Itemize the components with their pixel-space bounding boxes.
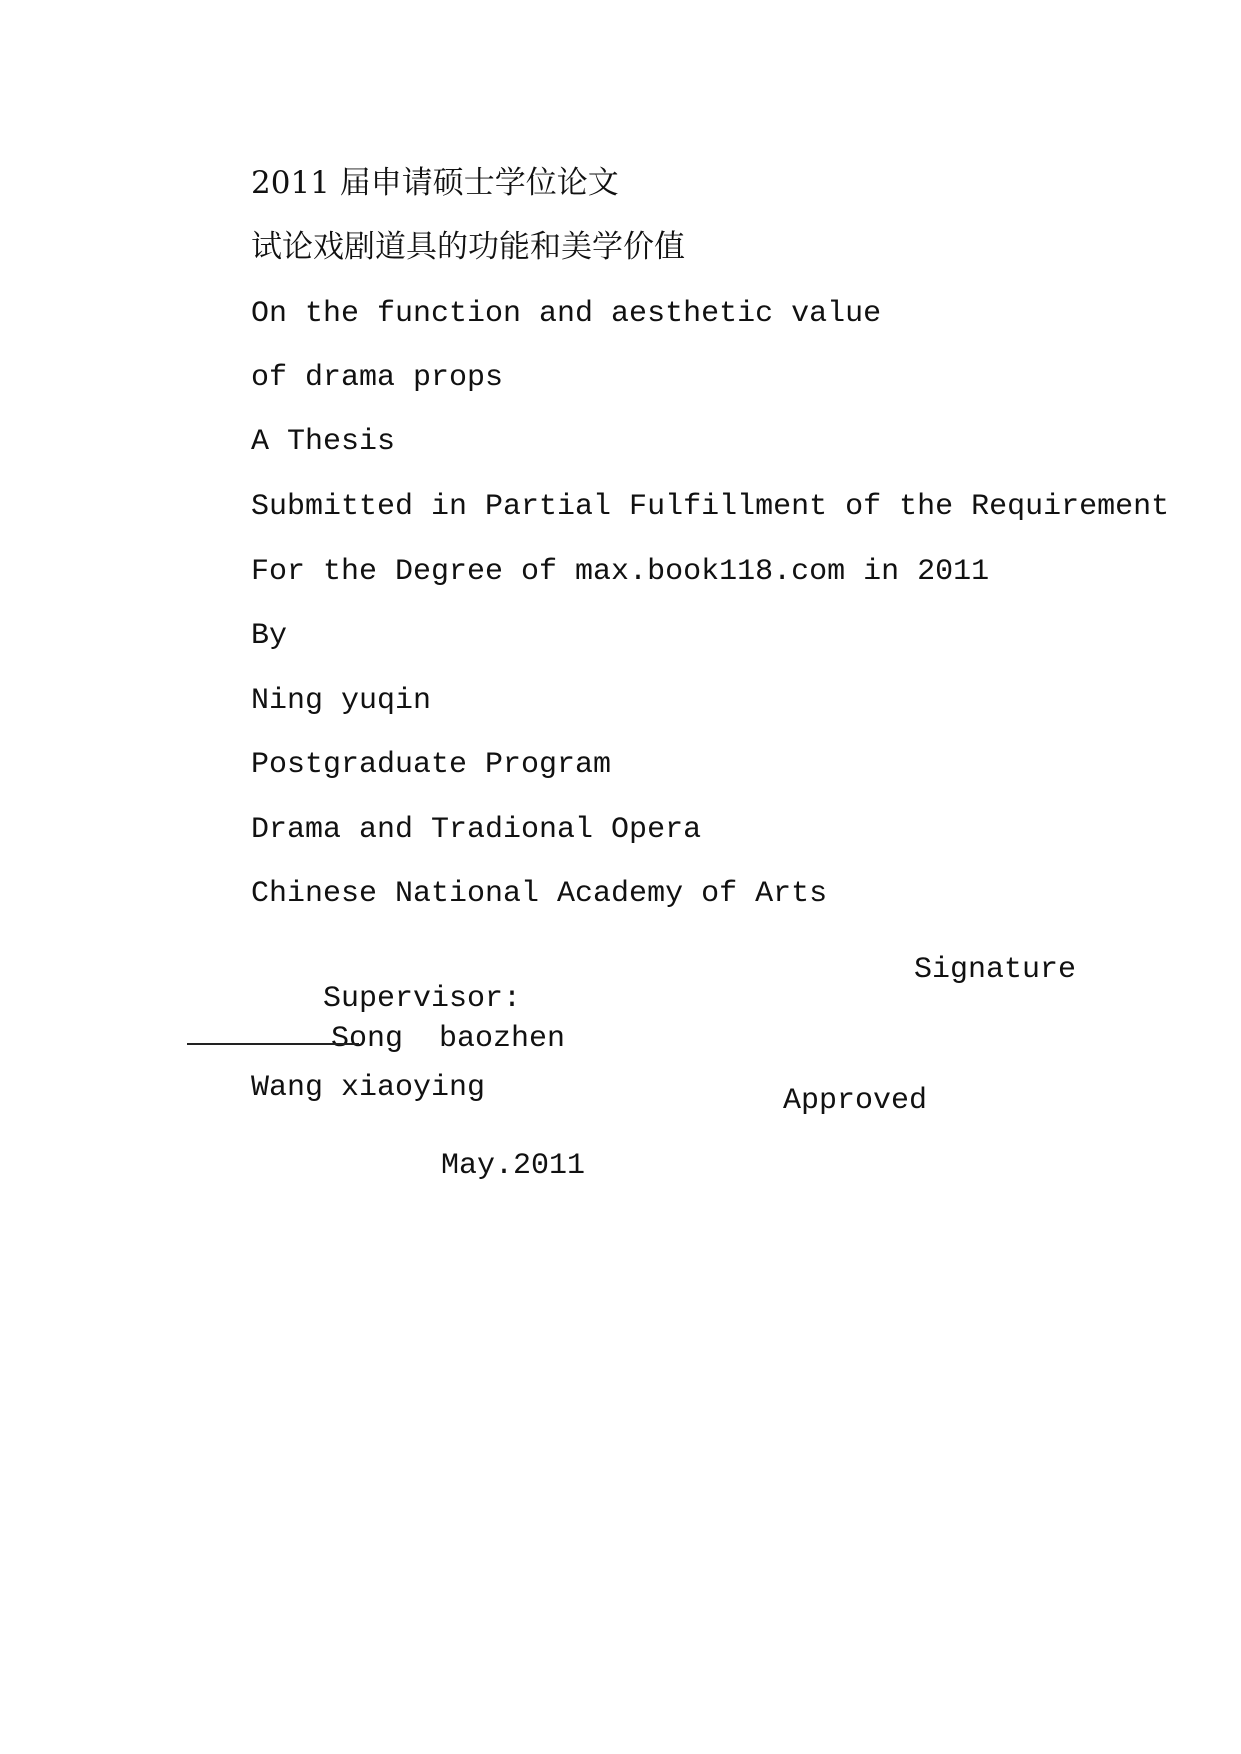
degree-statement: For the Degree of max.book118.com in 2011 [251,555,990,589]
co-supervisor-name: Wang xiaoying [251,1071,486,1105]
program-name: Postgraduate Program [251,748,612,782]
thesis-title-en-line1: On the function and aesthetic value [251,297,882,331]
department-name: Drama and Tradional Opera [251,813,702,847]
approved-label: Approved [783,1084,928,1118]
supervisor-name: Song baozhen [331,1022,566,1056]
signature-rule [187,1043,359,1045]
thesis-label: A Thesis [251,425,396,459]
by-label: By [251,619,288,653]
institution-name: Chinese National Academy of Arts [251,877,828,911]
thesis-title-en-line2: of drama props [251,361,504,395]
thesis-year-title-cn: 2011 届申请硕士学位论文 [251,165,619,201]
supervisor-label: Supervisor: [323,982,522,1016]
submission-date: May.2011 [441,1149,586,1183]
author-name: Ning yuqin [251,684,432,718]
signature-label: Signature [914,953,1077,987]
thesis-title-cn: 试论戏剧道具的功能和美学价值 [251,229,685,265]
submission-statement: Submitted in Partial Fulfillment of the Requirement [251,490,1170,524]
